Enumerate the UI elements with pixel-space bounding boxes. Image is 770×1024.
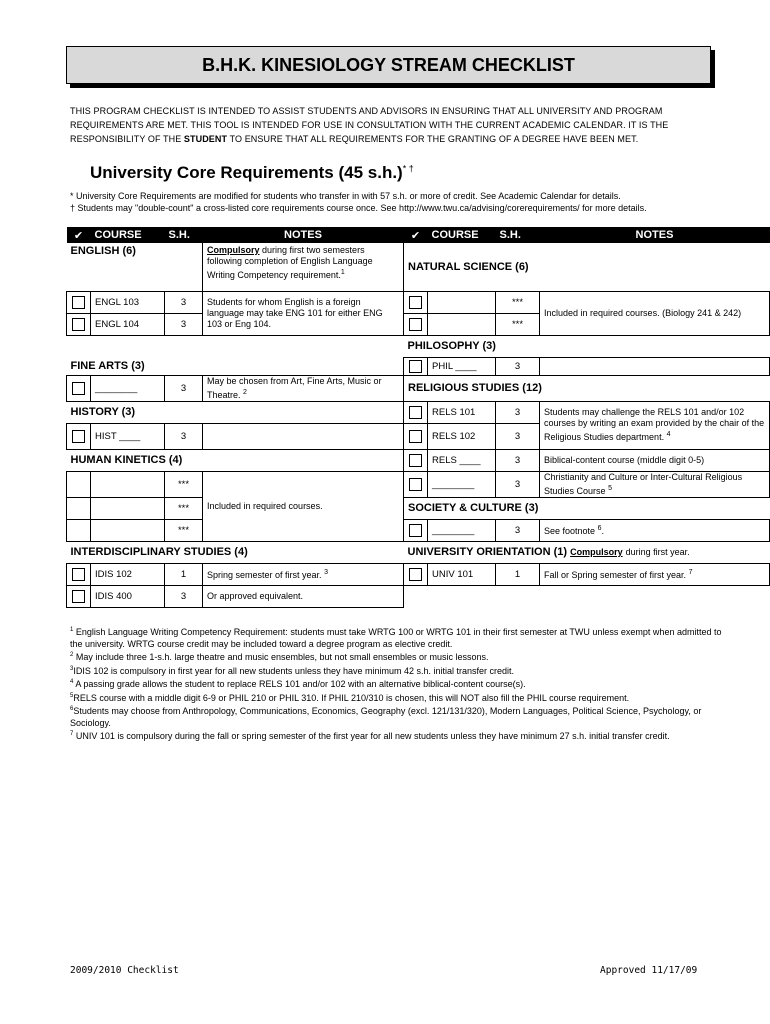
course-engl-103: ENGL 103 bbox=[91, 291, 165, 313]
sh-science-1: *** bbox=[496, 291, 540, 313]
checkbox-univ-101[interactable] bbox=[404, 563, 428, 585]
rels-culture-note: Christianity and Culture or Inter-Cultural Religious Studies Course $^5$ bbox=[540, 471, 770, 497]
footnote-5: $^5$RELS course with a middle digit 6-9 or PHIL 210 or PHIL 310. If PHIL 210/310 is chosen, this will NOT also fill the PHIL course requirement. bbox=[70, 692, 630, 703]
course-univ-101: UNIV 101 bbox=[428, 563, 496, 585]
checkbox-engl-103[interactable] bbox=[67, 291, 91, 313]
checkbox-science-1[interactable] bbox=[404, 291, 428, 313]
checkbox-rels-101[interactable] bbox=[404, 401, 428, 423]
univ-101-note: Fall or Spring semester of first year. $^7$ bbox=[540, 563, 770, 585]
course-science-2 bbox=[428, 313, 496, 335]
sh-rels-culture: 3 bbox=[496, 471, 540, 497]
course-history: HIST ____ bbox=[91, 423, 165, 449]
english-note-compulsory: Compulsory during first two semesters following completion of English Language Writing Competency requirement.$^1$ bbox=[203, 243, 404, 291]
sh-rels-102: 3 bbox=[496, 423, 540, 449]
hk-row-2-course bbox=[91, 497, 165, 519]
header-sh-left: S.H. bbox=[165, 227, 203, 243]
course-idis-400: IDIS 400 bbox=[91, 585, 165, 607]
sh-rels-101: 3 bbox=[496, 401, 540, 423]
header-course-left: COURSE bbox=[91, 227, 165, 243]
hk-row-2-check bbox=[67, 497, 91, 519]
hk-row-3-course bbox=[91, 519, 165, 541]
sh-history: 3 bbox=[165, 423, 203, 449]
course-fine-arts: ________ bbox=[91, 375, 165, 401]
hk-row-1-course bbox=[91, 471, 165, 497]
idis-102-note: Spring semester of first year. $^3$ bbox=[203, 563, 404, 585]
course-society: ________ bbox=[428, 519, 496, 541]
category-philosophy: PHILOSOPHY (3) bbox=[404, 335, 770, 357]
category-society-culture: SOCIETY & CULTURE (3) bbox=[408, 502, 539, 514]
checkbox-phil[interactable] bbox=[404, 357, 428, 375]
footnote-3: $^3$IDIS 102 is compulsory in first year for all new students unless they have minimum 42 s.h. initial transfer credit. bbox=[70, 665, 515, 676]
intro-text: THIS PROGRAM CHECKLIST IS INTENDED TO ASSIST STUDENTS AND ADVISORS IN ENSURING THAT ALL UNIVERSITY AND PROGRAM REQUIREMENTS ARE MET. THIS TOOL IS INTENDED FOR USE IN CONSULTATION WITH THE CURRENT ACADEMIC CALENDAR. IT IS THE RESPONSIBILITY OF THE STUDENT TO ENSURE THAT ALL REQUIREMENTS FOR THE GRANTING OF A DEGREE HAVE BEEN MET. bbox=[70, 106, 669, 144]
checkbox-rels-102[interactable] bbox=[404, 423, 428, 449]
sh-phil: 3 bbox=[496, 357, 540, 375]
footer-version: 2009/2010 Checklist bbox=[70, 965, 179, 976]
header-sh-right: S.H. bbox=[496, 227, 540, 243]
header-notes-left: NOTES bbox=[203, 227, 404, 243]
sh-science-2: *** bbox=[496, 313, 540, 335]
hk-note: Included in required courses. bbox=[203, 471, 404, 541]
section-title: University Core Requirements (45 s.h.)* † bbox=[90, 163, 414, 182]
religious-challenge-note: Students may challenge the RELS 101 and/or 102 courses by writing an exam provided by the chair of the Religious Studies department. $^4$ bbox=[540, 401, 770, 449]
course-rels-biblical: RELS ____ bbox=[428, 449, 496, 471]
category-english: ENGLISH (6) bbox=[70, 245, 136, 257]
course-engl-104: ENGL 104 bbox=[91, 313, 165, 335]
hk-row-1-check bbox=[67, 471, 91, 497]
course-rels-101: RELS 101 bbox=[428, 401, 496, 423]
checkbox-rels-biblical[interactable] bbox=[404, 449, 428, 471]
course-idis-102: IDIS 102 bbox=[91, 563, 165, 585]
sh-idis-400: 3 bbox=[165, 585, 203, 607]
sh-hk-1: *** bbox=[165, 471, 203, 497]
sh-society: 3 bbox=[496, 519, 540, 541]
checkbox-fine-arts[interactable] bbox=[67, 375, 91, 401]
category-natural-science: NATURAL SCIENCE (6) bbox=[404, 243, 770, 291]
category-history: HISTORY (3) bbox=[70, 406, 136, 418]
checkbox-science-2[interactable] bbox=[404, 313, 428, 335]
header-notes-right: NOTES bbox=[540, 227, 770, 243]
checkbox-engl-104[interactable] bbox=[67, 313, 91, 335]
header-check-right: ✔ bbox=[404, 227, 428, 243]
category-religious-studies: RELIGIOUS STUDIES (12) bbox=[408, 382, 542, 394]
footnote-2: $^2$ May include three 1-s.h. large theatre and music ensembles, but not small ensembles or music lessons. bbox=[70, 652, 489, 662]
header-check-left: ✔ bbox=[67, 227, 91, 243]
core-note-double-count: † Students may "double-count" a cross-listed core requirements course once. See http://www.twu.ca/advising/corerequirements/ for more details. bbox=[70, 203, 647, 213]
rels-biblical-note: Biblical-content course (middle digit 0-5) bbox=[540, 449, 770, 471]
footnote-1: $^1$ English Language Writing Competency Requirement: students must take WRTG 100 or WRTG 101 in their first semester at TWU unless exempt when admitted to the university. WRTG course credit may be included toward a degree program as elective credit. bbox=[70, 627, 722, 649]
society-note: See footnote $^6$. bbox=[540, 519, 770, 541]
hk-row-3-check bbox=[67, 519, 91, 541]
footnotes bbox=[70, 625, 730, 743]
footnote-4: $^4$ A passing grade allows the student to replace RELS 101 and/or 102 with an alternative biblical-content course(s). bbox=[70, 679, 526, 689]
footer-approved: Approved 11/17/09 bbox=[600, 965, 698, 976]
sh-rels-biblical: 3 bbox=[496, 449, 540, 471]
course-rels-102: RELS 102 bbox=[428, 423, 496, 449]
sh-fine-arts: 3 bbox=[165, 375, 203, 401]
sh-engl-103: 3 bbox=[165, 291, 203, 313]
english-note-foreign: Students for whom English is a foreign language may take ENG 101 for either ENG 103 or Eng 104. bbox=[203, 291, 404, 335]
course-phil: PHIL ____ bbox=[428, 357, 496, 375]
core-note-transfer: * University Core Requirements are modified for students who transfer in with 57 s.h. or more of credit. See Academic Calendar for details. bbox=[70, 191, 621, 201]
checkbox-rels-culture[interactable] bbox=[404, 471, 428, 497]
checkbox-society[interactable] bbox=[404, 519, 428, 541]
category-fine-arts: FINE ARTS (3) bbox=[70, 359, 145, 372]
checkbox-idis-400[interactable] bbox=[67, 585, 91, 607]
idis-400-note: Or approved equivalent. bbox=[203, 585, 404, 607]
page-title: B.H.K. KINESIOLOGY STREAM CHECKLIST bbox=[66, 46, 711, 84]
header-course-right: COURSE bbox=[428, 227, 496, 243]
category-university-orientation: UNIVERSITY ORIENTATION (1) Compulsory during first year. bbox=[407, 546, 690, 558]
course-science-1 bbox=[428, 291, 496, 313]
checkbox-history[interactable] bbox=[67, 423, 91, 449]
footnote-7: $^7$ UNIV 101 is compulsory during the fall or spring semester of the first year for all new students unless they have minimum 27 s.h. initial transfer credit. bbox=[70, 731, 670, 741]
category-interdisciplinary: INTERDISCIPLINARY STUDIES (4) bbox=[70, 546, 248, 558]
sh-univ-101: 1 bbox=[496, 563, 540, 585]
header-row bbox=[67, 227, 770, 243]
science-note: Included in required courses. (Biology 241 & 242) bbox=[540, 291, 770, 335]
sh-idis-102: 1 bbox=[165, 563, 203, 585]
core-notes bbox=[70, 190, 700, 214]
checklist-table bbox=[66, 227, 770, 608]
sh-hk-2: *** bbox=[165, 497, 203, 519]
checkbox-idis-102[interactable] bbox=[67, 563, 91, 585]
course-rels-culture: ________ bbox=[428, 471, 496, 497]
footnote-6: $^6$Students may choose from Anthropology, Communications, Economics, Geography (excl. 121/131/320), Modern Languages, Political Science, Psychology, or Sociology. bbox=[70, 706, 702, 728]
sh-engl-104: 3 bbox=[165, 313, 203, 335]
sh-hk-3: *** bbox=[165, 519, 203, 541]
fine-arts-note: May be chosen from Art, Fine Arts, Music or Theatre. $^2$ bbox=[203, 375, 404, 401]
category-human-kinetics: HUMAN KINETICS (4) bbox=[70, 454, 183, 466]
